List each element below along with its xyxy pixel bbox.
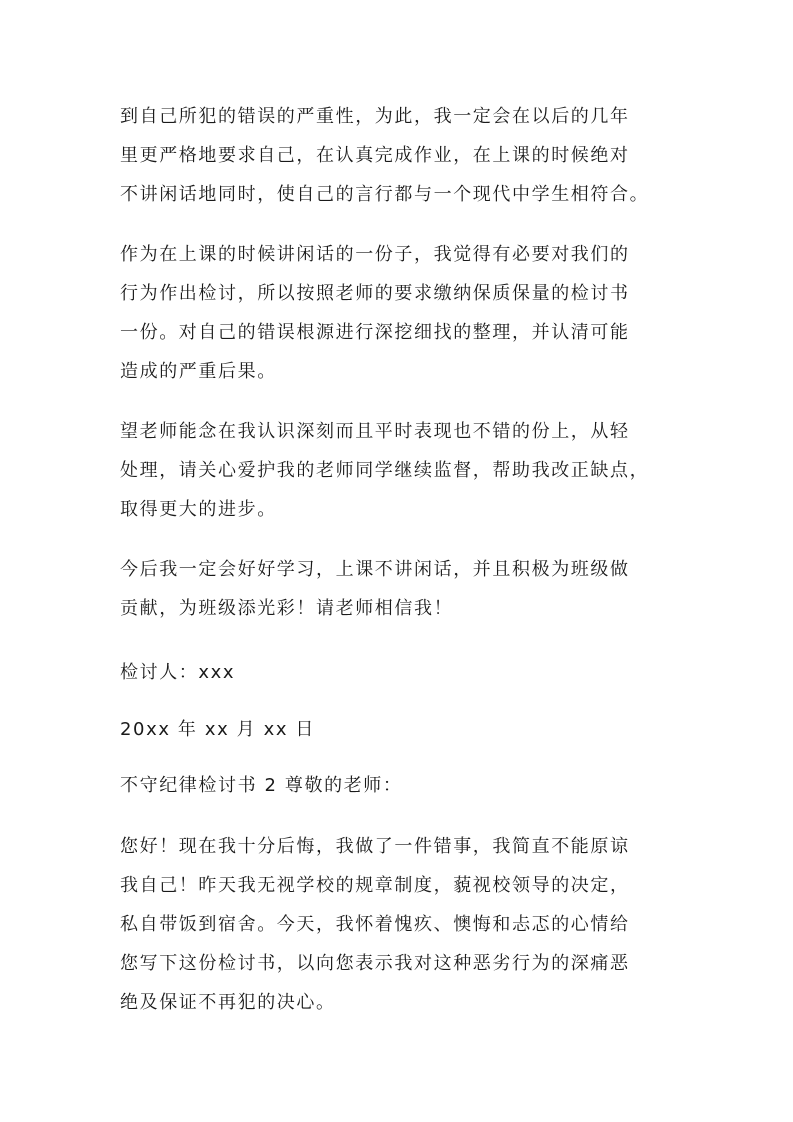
text-line: 我自己！昨天我无视学校的规章制度，藐视校领导的决定， [120,875,630,896]
date-line [120,710,688,749]
text-line: 绝及保证不再犯的决心。 [120,992,336,1013]
heading-text: 不守纪律检讨书 2 尊敬的老师： [120,775,403,796]
document-date: 20xx 年 xx 月 xx 日 [120,719,316,740]
text-line: 望老师能念在我认识深刻而且平时表现也不错的份上，从轻 [120,421,630,442]
signature-line [120,653,688,692]
reviewer-name: 检讨人：xxx [120,662,236,683]
paragraph [120,550,688,628]
text-line: 贡献，为班级添光彩！请老师相信我！ [120,598,454,619]
text-line: 作为在上课的时候讲闲话的一份子，我觉得有必要对我们的 [120,244,630,265]
text-line: 一份。对自己的错误根源进行深挖细找的整理，并认清可能 [120,322,630,343]
text-line: 不讲闲话地同时，使自己的言行都与一个现代中学生相符合。 [120,184,650,205]
text-line: 处理，请关心爱护我的老师同学继续监督，帮助我改正缺点， [120,460,650,481]
text-line: 行为作出检讨，所以按照老师的要求缴纳保质保量的检讨书 [120,283,630,304]
text-line: 里更严格地要求自己，在认真完成作业，在上课的时候绝对 [120,145,630,166]
text-line: 今后我一定会好好学习，上课不讲闲话，并且积极为班级做 [120,559,630,580]
paragraph [120,412,688,529]
section-heading [120,766,688,805]
text-line: 取得更大的进步。 [120,499,277,520]
text-line: 您好！现在我十分后悔，我做了一件错事，我简直不能原谅 [120,836,630,857]
text-line: 造成的严重后果。 [120,361,277,382]
text-line: 您写下这份检讨书，以向您表示我对这种恶劣行为的深痛恶 [120,953,630,974]
text-line: 私自带饭到宿舍。今天，我怀着愧疚、懊悔和忐忑的心情给 [120,914,630,935]
text-line: 到自己所犯的错误的严重性，为此，我一定会在以后的几年 [120,106,630,127]
paragraph [120,97,688,214]
paragraph [120,235,688,391]
paragraph [120,827,688,1022]
